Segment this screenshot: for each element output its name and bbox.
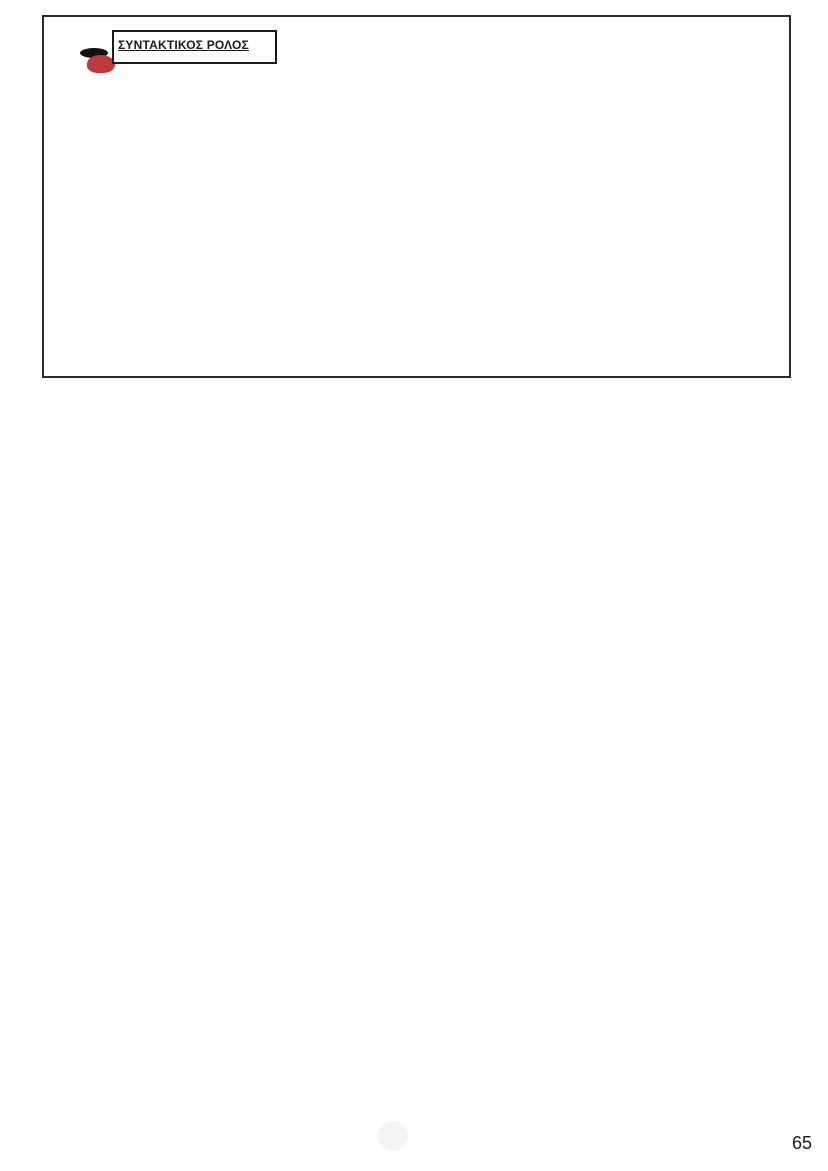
content-frame: [42, 15, 791, 378]
blob-decoration-icon: [87, 55, 115, 73]
section-title: ΣΥΝΤΑΚΤΙΚΟΣ ΡΟΛΟΣ: [118, 38, 249, 52]
author-logo: [378, 1121, 408, 1151]
page-number: 65: [792, 1133, 813, 1153]
